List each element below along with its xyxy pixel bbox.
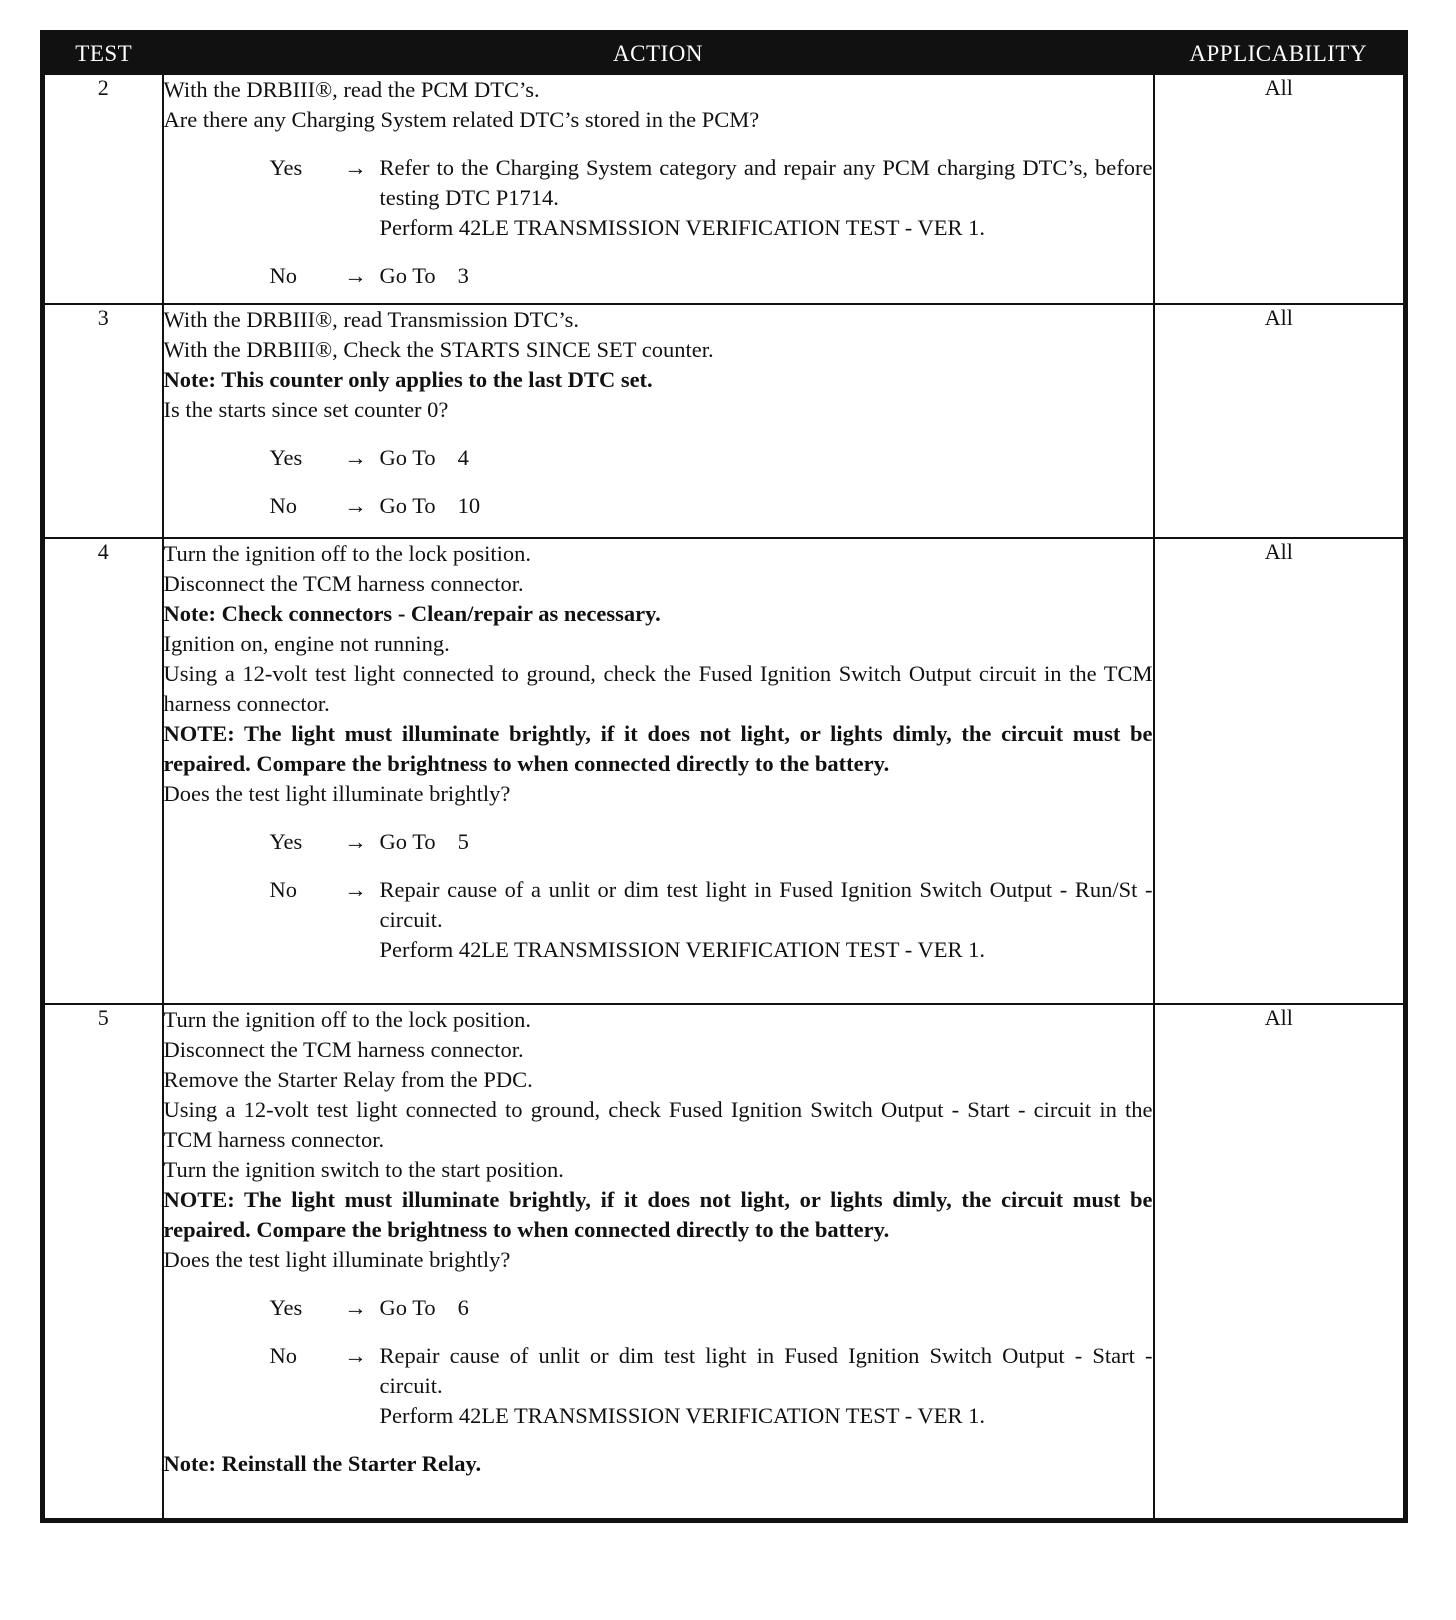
diagnostic-procedure-sheet [40, 30, 1408, 1523]
action-line: With the DRBIII®, Check the STARTS SINCE SET counter. [163, 337, 714, 362]
action-note: NOTE: The light must illuminate brightly, if it does not light, or lights dimly, the circuit must be repaired. Compare the brightness to when connected directly to the battery. [163, 1187, 1153, 1242]
action-line: Remove the Starter Relay from the PDC. [163, 1067, 533, 1092]
action-note: NOTE: The light must illuminate brightly, if it does not light, or lights dimly, the circuit must be repaired. Compare the brightness to when connected directly to the battery. [163, 721, 1153, 776]
action-cell [163, 538, 1154, 1004]
goto-number: 10 [457, 493, 481, 518]
yes-label: Yes [269, 445, 303, 470]
yes-label: Yes [269, 155, 303, 180]
table-row [43, 74, 1406, 304]
yes-result [380, 827, 1153, 857]
goto-text: Go To [379, 829, 436, 854]
yes-branch [164, 1293, 1153, 1323]
arrow-icon: → [344, 1343, 367, 1368]
action-line: Using a 12-volt test light connected to ground, check the Fused Ignition Switch Output circuit in the TCM harness connector. [163, 661, 1153, 716]
test-number: 2 [43, 74, 163, 304]
action-line: Disconnect the TCM harness connector. [163, 1037, 524, 1062]
yes-result [380, 443, 1153, 473]
table-row [43, 538, 1406, 1004]
action-line: Ignition on, engine not running. [163, 631, 450, 656]
no-branch [164, 261, 1153, 291]
yes-branch [164, 827, 1153, 857]
action-line: With the DRBIII®, read Transmission DTC’s. [163, 307, 580, 332]
goto-text: Go To [379, 1295, 436, 1320]
arrow-icon: → [344, 1295, 367, 1320]
result-line: Perform 42LE TRANSMISSION VERIFICATION TEST - VER 1. [379, 937, 985, 962]
applicability-value: All [1154, 74, 1406, 304]
arrow-icon: → [344, 155, 367, 180]
reinstall-note: Note: Reinstall the Starter Relay. [163, 1451, 482, 1476]
arrow-icon: → [344, 493, 367, 518]
action-note: Note: This counter only applies to the last DTC set. [163, 367, 653, 392]
action-question: Are there any Charging System related DTC’s stored in the PCM? [163, 107, 760, 132]
yes-label: Yes [269, 1295, 303, 1320]
goto-text: Go To [379, 493, 436, 518]
test-action-table [40, 30, 1408, 1523]
no-branch [164, 875, 1153, 965]
arrow-icon: → [344, 829, 367, 854]
action-line: Turn the ignition off to the lock position. [163, 541, 532, 566]
test-number: 4 [43, 538, 163, 1004]
no-result [380, 875, 1153, 965]
result-line: Refer to the Charging System category and repair any PCM charging DTC’s, before testing DTC P1714. [379, 155, 1153, 210]
yes-result [380, 153, 1153, 243]
header-applicability: APPLICABILITY [1154, 33, 1406, 75]
action-line: Turn the ignition switch to the start position. [163, 1157, 564, 1182]
applicability-value: All [1154, 538, 1406, 1004]
table-row [43, 1004, 1406, 1520]
test-number: 3 [43, 304, 163, 538]
yes-label: Yes [269, 829, 303, 854]
action-question: Does the test light illuminate brightly? [163, 1247, 511, 1272]
no-branch [164, 1341, 1153, 1431]
result-line: Repair cause of a unlit or dim test light in Fused Ignition Switch Output - Run/St - circuit. [379, 877, 1153, 932]
header-test: TEST [43, 33, 163, 75]
table-row [43, 304, 1406, 538]
action-line: Using a 12-volt test light connected to ground, check Fused Ignition Switch Output - Start - circuit in the TCM harness connector. [163, 1097, 1153, 1152]
arrow-icon: → [344, 445, 367, 470]
action-line: Disconnect the TCM harness connector. [163, 571, 524, 596]
result-line: Perform 42LE TRANSMISSION VERIFICATION TEST - VER 1. [379, 1403, 985, 1428]
arrow-icon: → [344, 877, 367, 902]
yes-branch [164, 443, 1153, 473]
no-label: No [269, 493, 297, 518]
action-cell [163, 304, 1154, 538]
goto-number: 6 [457, 1295, 469, 1320]
header-action: ACTION [163, 33, 1154, 75]
goto-number: 4 [457, 445, 469, 470]
action-cell [163, 1004, 1154, 1520]
applicability-value: All [1154, 304, 1406, 538]
no-result [380, 1341, 1153, 1431]
action-question: Does the test light illuminate brightly? [163, 781, 511, 806]
no-result [380, 261, 1153, 291]
action-cell [163, 74, 1154, 304]
no-label: No [269, 877, 297, 902]
goto-text: Go To [379, 263, 436, 288]
arrow-icon: → [344, 263, 367, 288]
no-result [380, 491, 1153, 521]
table-header-row [43, 33, 1406, 75]
action-note: Note: Check connectors - Clean/repair as necessary. [163, 601, 661, 626]
yes-branch [164, 153, 1153, 243]
no-branch [164, 491, 1153, 521]
action-question: Is the starts since set counter 0? [163, 397, 449, 422]
no-label: No [269, 263, 297, 288]
goto-number: 5 [457, 829, 469, 854]
no-label: No [269, 1343, 297, 1368]
yes-result [380, 1293, 1153, 1323]
goto-number: 3 [457, 263, 469, 288]
test-number: 5 [43, 1004, 163, 1520]
result-line: Perform 42LE TRANSMISSION VERIFICATION TEST - VER 1. [379, 215, 985, 240]
result-line: Repair cause of unlit or dim test light in Fused Ignition Switch Output - Start - circuit. [379, 1343, 1153, 1398]
action-line: With the DRBIII®, read the PCM DTC’s. [163, 77, 540, 102]
goto-text: Go To [379, 445, 436, 470]
action-line: Turn the ignition off to the lock position. [163, 1007, 532, 1032]
applicability-value: All [1154, 1004, 1406, 1520]
